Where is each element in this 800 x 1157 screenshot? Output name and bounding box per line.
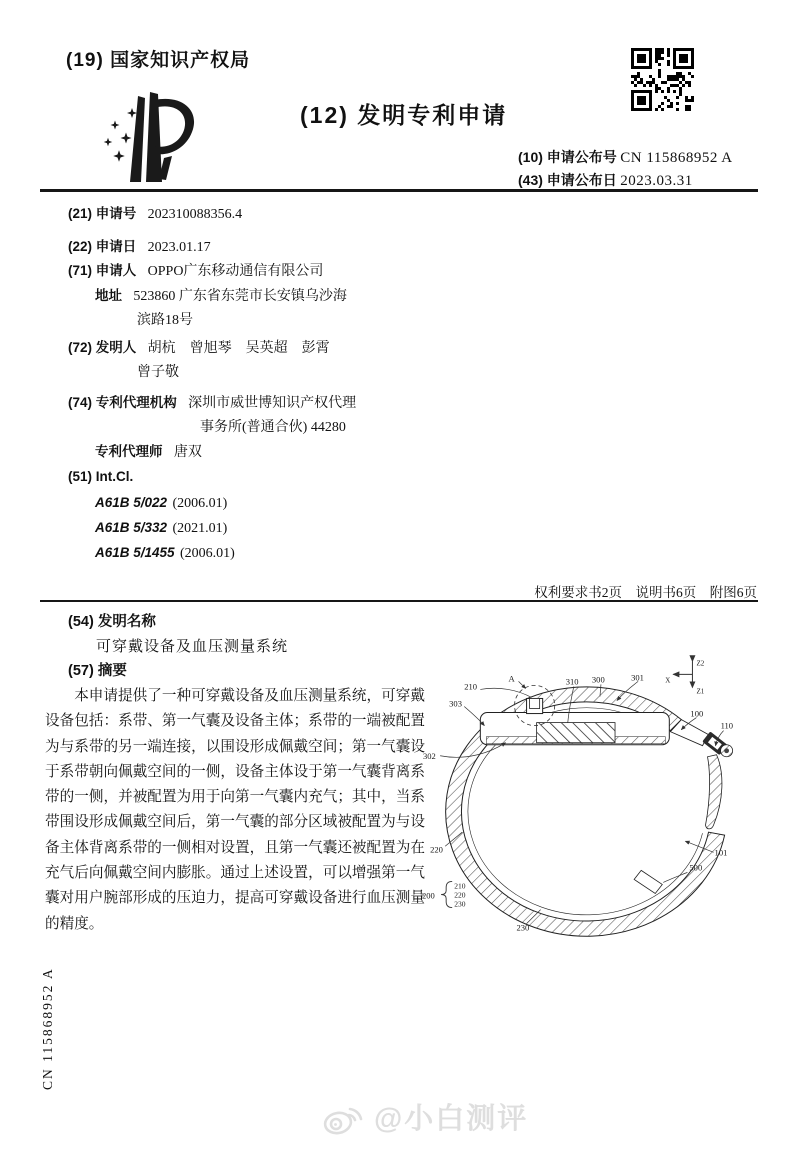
address-row: [95, 284, 347, 305]
address-line1: 523860 广东省东莞市长安镇乌沙海: [133, 289, 347, 304]
classification-year: (2006.01): [172, 496, 228, 511]
ref-310: 310: [565, 676, 579, 687]
ref-210: 210: [464, 681, 478, 692]
ref-100: 100: [690, 708, 704, 719]
publication-number-value: CN 115868952 A: [620, 150, 733, 166]
ref-301: 301: [631, 672, 644, 683]
invention-title-label: (54) 发明名称: [68, 614, 156, 630]
ref-200: 200: [422, 890, 435, 901]
ref-500: 500: [689, 862, 703, 873]
classification-year: (2006.01): [179, 546, 235, 561]
watermark-text: @小白测评: [374, 1103, 529, 1135]
classification-year: (2021.01): [172, 521, 228, 536]
figure-notch: [634, 870, 662, 893]
figure-axes: [673, 661, 692, 687]
application-number-value: 202310088356.4: [147, 207, 243, 222]
ref-A: A: [508, 673, 515, 684]
agency-line2: 事务所(普通合伙) 44280: [200, 420, 346, 435]
application-number-row: [68, 202, 242, 223]
agency-label: (74) 专利代理机构: [68, 395, 177, 410]
figure-airbag-block: [537, 723, 615, 743]
qr-finder-top-right: [673, 48, 694, 69]
figure-hanging-strap: [706, 755, 722, 829]
ref-brace-230: 230: [454, 899, 466, 909]
ref-230: 230: [516, 922, 530, 933]
publication-date-line: [518, 170, 693, 190]
publication-number-label: (10) 申请公布号: [518, 149, 617, 165]
publication-date-label: (43) 申请公布日: [518, 172, 617, 188]
classification-row: [95, 545, 235, 562]
weibo-icon: [320, 1097, 366, 1137]
address-line2: 滨路18号: [137, 313, 193, 328]
agency-row-2: [200, 416, 346, 436]
intcl-label: (51) Int.Cl.: [68, 469, 134, 484]
abstract-label: (57) 摘要: [68, 663, 127, 679]
pages-info: 权利要求书2页 说明书6页 附图6页: [534, 585, 757, 600]
inventors-line1: 胡杭 曾旭琴 吴英超 彭霄: [147, 341, 330, 356]
qr-finder-top-left: [631, 48, 652, 69]
ref-300: 300: [591, 674, 605, 685]
watermark: [320, 1096, 528, 1137]
header-divider: [40, 189, 758, 192]
ref-101: 101: [714, 847, 728, 858]
application-number-label: (21) 申请号: [68, 206, 137, 221]
application-date-value: 2023.01.17: [147, 240, 211, 255]
ref-302: 302: [423, 750, 436, 761]
applicant-value: OPPO广东移动通信有限公司: [147, 264, 324, 279]
qr-finder-bottom-left: [631, 90, 652, 111]
applicant-row: [68, 259, 323, 280]
ref-303: 303: [449, 698, 462, 709]
cnipa-logo: [88, 86, 218, 191]
patent-office-name: (19) 国家知识产权局: [66, 50, 251, 71]
classification-code: A61B 5/332: [95, 520, 168, 535]
axis-label-x: X: [665, 676, 671, 685]
classification-row: [95, 495, 227, 512]
figure-buckle-pin-dot: [724, 748, 729, 753]
agent-label: 专利代理师: [95, 444, 163, 459]
axis-label-z2: Z2: [696, 659, 705, 668]
applicant-label: (71) 申请人: [68, 263, 137, 278]
ref-brace-210: 210: [454, 881, 466, 891]
sidebar-doc-number: CN 115868952 A: [40, 967, 55, 1090]
classification-row: [95, 520, 227, 537]
agency-row: [68, 391, 356, 412]
intcl-row: [68, 469, 141, 485]
ref-brace-220: 220: [454, 890, 466, 900]
invention-title: 可穿戴设备及血压测量系统: [96, 639, 289, 655]
classification-code: A61B 5/022: [95, 495, 168, 510]
agent-value: 唐双: [173, 445, 202, 460]
agent-row: [95, 440, 202, 461]
inventors-row-2: [137, 361, 179, 381]
logo-stars: [104, 108, 137, 162]
address-row-2: [137, 309, 193, 329]
publication-date-value: 2023.03.31: [620, 173, 693, 189]
address-label: 地址: [95, 288, 122, 303]
inventors-row: [68, 336, 330, 357]
agency-line1: 深圳市威世博知识产权代理: [188, 396, 357, 411]
abstract-text: 本申请提供了一种可穿戴设备及血压测量系统，可穿戴设备包括：系带、第一气囊及设备主体；系带的一端被配置为与系带的另一端连接，以围设形成佩戴空间；第一气囊设于系带朝向佩戴空间的一侧，设备主体设于第一气囊背离系带的一侧，并被配置为用于向第一气囊内充气；其中，当系带围设形成佩戴空间后，第一气囊的部分区域被配置为与设备主体背离系带的一侧相对设置，且第一气囊还被配置为在充气后向佩戴空间内膨胀。通过上述设置，可以增强第一气囊对用户腕部形成的压迫力，提高可穿戴设备进行血压测量的精度。: [45, 688, 425, 932]
classification-code: A61B 5/1455: [95, 545, 175, 560]
application-date-label: (22) 申请日: [68, 239, 137, 254]
inventors-label: (72) 发明人: [68, 340, 137, 355]
qr-code: [631, 48, 694, 111]
ref-110: 110: [720, 720, 734, 731]
patent-figure: [418, 648, 800, 950]
ref-220: 220: [430, 844, 443, 855]
publication-number-line: [518, 147, 733, 167]
figure-tab-slot: [530, 698, 540, 708]
inventors-line2: 曾子敬: [137, 365, 179, 380]
section-divider: [40, 600, 758, 602]
application-date-row: [68, 235, 211, 256]
axis-label-z1: Z1: [696, 687, 705, 696]
document-type-title: (12) 发明专利申请: [300, 102, 508, 128]
